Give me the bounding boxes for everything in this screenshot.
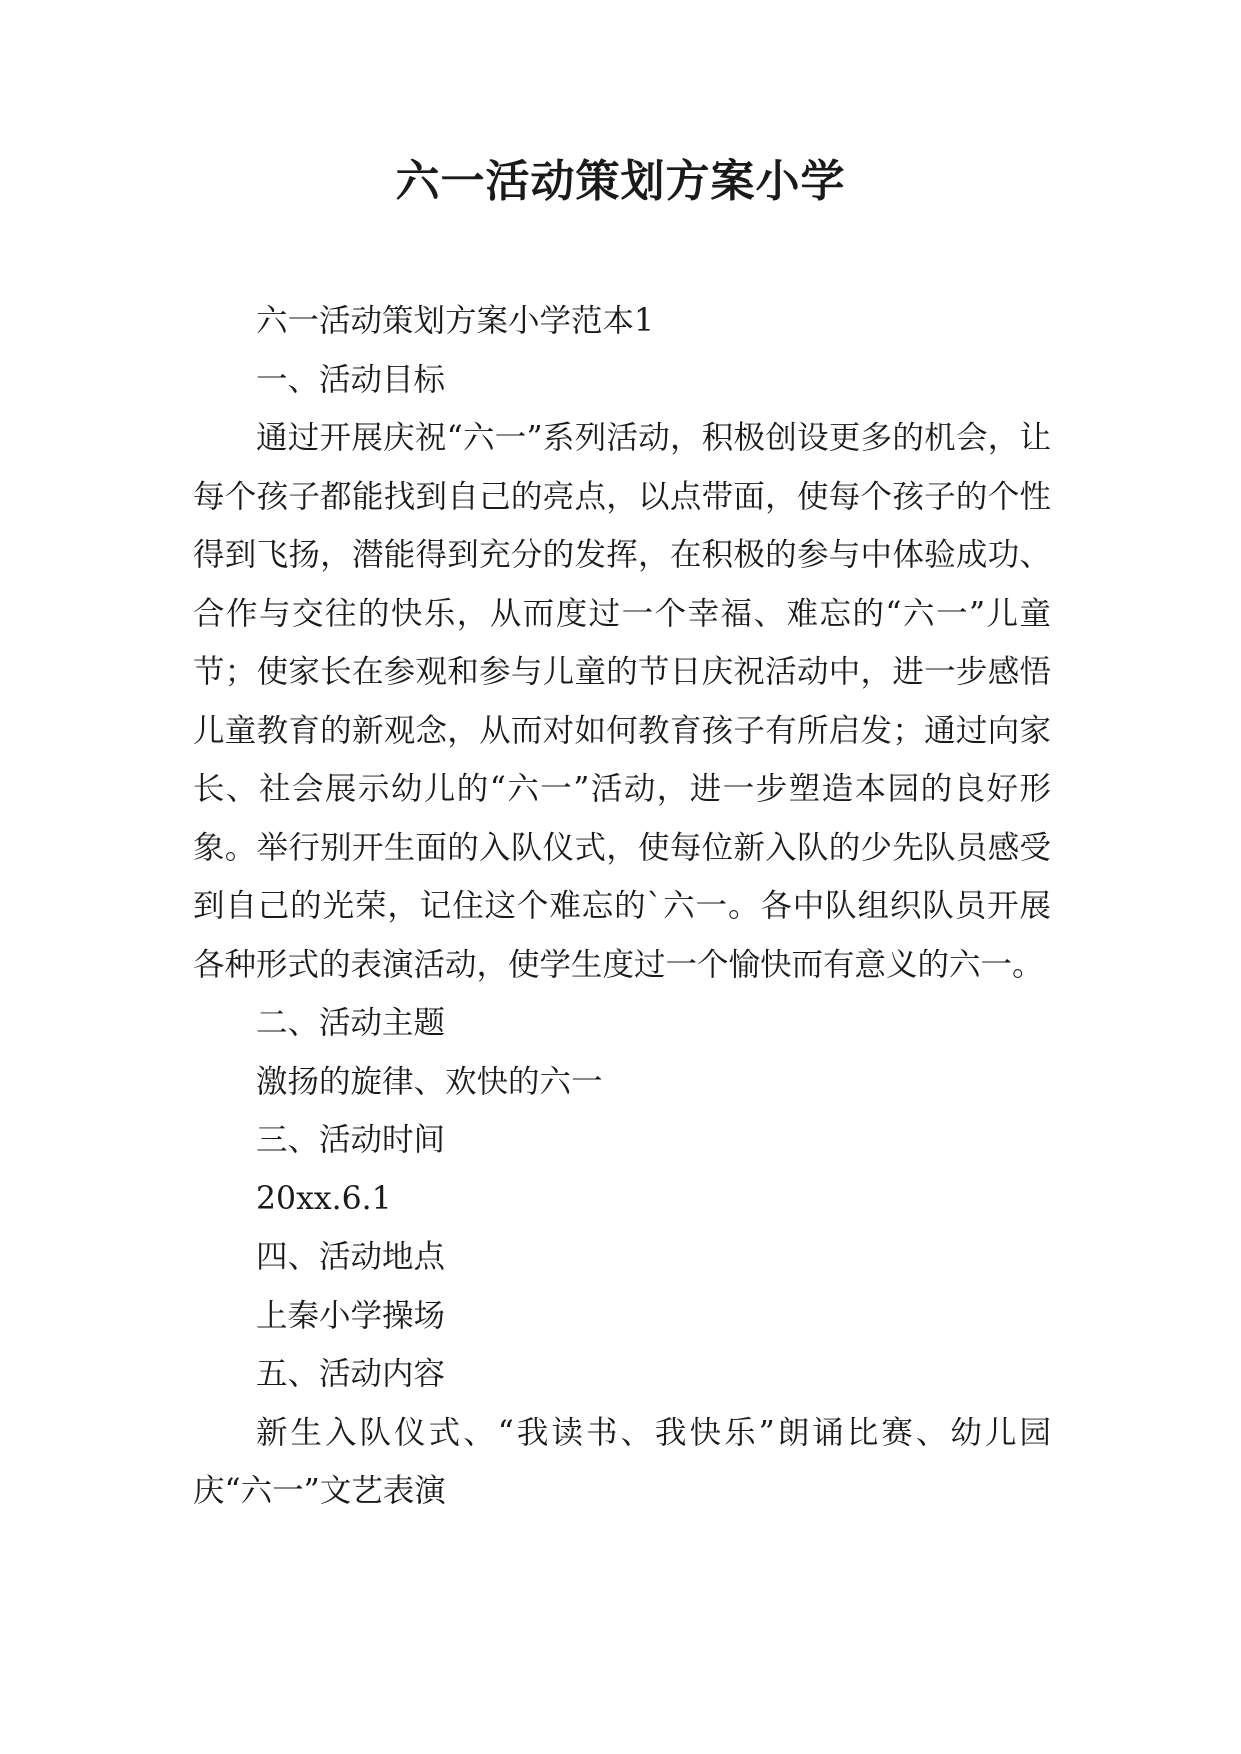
document-body — [193, 292, 1051, 1521]
paragraph-goals: 通过开展庆祝“六一”系列活动，积极创设更多的机会，让每个孩子都能找到自己的亮点，以点带面，使每个孩子的个性得到飞扬，潜能得到充分的发挥，在积极的参与中体验成功、合作与交往的快乐，从而度过一个幸福、难忘的“六一”儿童节；使家长在参观和参与儿童的节日庆祝活动中，进一步感悟儿童教育的新观念，从而对如何教育孩子有所启发；通过向家长、社会展示幼儿的“六一”活动，进一步塑造本园的良好形象。举行别开生面的入队仪式，使每位新入队的少先队员感受到自己的光荣，记住这个难忘的`六一。各中队组织队员开展各种形式的表演活动，使学生度过一个愉快而有意义的六一。 — [193, 420, 1051, 983]
paragraph-content: 新生入队仪式、“我读书、我快乐”朗诵比赛、幼儿园庆“六一”文艺表演 — [193, 1414, 1051, 1509]
paragraph-time: 20xx.6.1 — [256, 1180, 392, 1217]
paragraph-location: 上秦小学操场 — [256, 1297, 446, 1334]
document-title: 六一活动策划方案小学 — [395, 156, 846, 207]
section-heading-time: 三、活动时间 — [256, 1122, 446, 1158]
section-heading-content: 五、活动内容 — [256, 1356, 446, 1392]
section-heading-location: 四、活动地点 — [256, 1239, 446, 1275]
section-heading-theme: 二、活动主题 — [256, 1005, 446, 1041]
paragraph-theme: 激扬的旋律、欢快的六一 — [256, 1063, 603, 1100]
section-heading-sample: 六一活动策划方案小学范本1 — [256, 303, 655, 339]
section-heading-goals: 一、活动目标 — [256, 361, 446, 398]
